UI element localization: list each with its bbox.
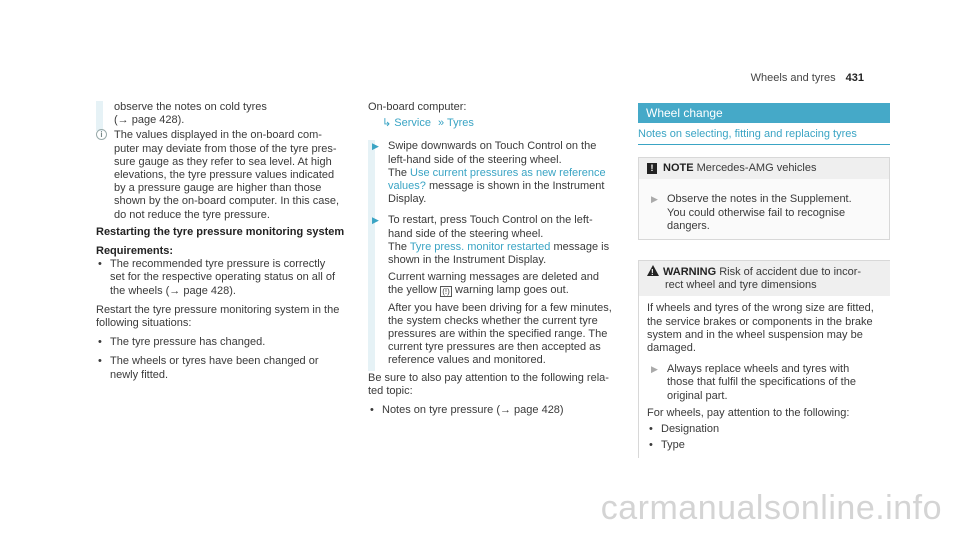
bullet-icon: • — [370, 404, 374, 417]
message-line: The Use current pressures as new reference — [388, 166, 606, 179]
text-line: rect wheel and tyre dimensions — [665, 279, 817, 292]
column-2 — [368, 101, 620, 417]
text-line: shown by the on-board computer. In this case, — [114, 195, 340, 208]
text-line: the system checks whether the current tyre — [388, 314, 598, 327]
text-line: by a pressure gauge are higher than those — [114, 182, 322, 195]
text-line: puter may deviate from those of the tyre pres- — [114, 142, 337, 155]
text-line: hand side of the steering wheel. — [388, 227, 544, 240]
menu-item-tyres[interactable]: Tyres — [447, 117, 474, 130]
related-topic-intro — [368, 372, 620, 398]
text-line: Designation — [661, 423, 720, 436]
text-line: reference values and monitored. — [388, 354, 546, 367]
note-header — [639, 158, 889, 179]
page-header — [751, 72, 864, 85]
bullet-icon: • — [98, 336, 102, 349]
menu-label: On-board computer: — [368, 101, 467, 113]
text-line: Always replace wheels and tyres with — [667, 363, 850, 376]
bullet-icon: • — [98, 355, 102, 368]
text-line: After you have been driving for a few minutes, — [388, 301, 612, 314]
text-line: Be sure to also pay attention to the following rela- — [368, 371, 609, 384]
section-heading: Restarting the tyre pressure monitoring system — [96, 225, 345, 238]
related-topic-item — [368, 404, 620, 417]
display-message: values? — [388, 180, 426, 193]
double-chevron-icon: » — [438, 117, 445, 130]
header-section: Wheels and tyres — [750, 72, 836, 84]
text-line: The values displayed in the on-board com- — [114, 129, 322, 142]
text-line: The tyre pressure has changed. — [110, 336, 266, 349]
step-arrow-icon: ▶ — [651, 364, 658, 375]
text-line: ted topic: — [368, 384, 413, 397]
text-line: damaged. — [647, 342, 696, 355]
text-line: Restart the tyre pressure monitoring system in the — [96, 303, 340, 316]
text-line: Type — [661, 439, 685, 452]
text-line: do not reduce the tyre pressure. — [114, 208, 270, 221]
text-line: The recommended tyre pressure is correctly — [110, 258, 326, 271]
list-item — [647, 439, 882, 452]
note-text: Mercedes-AMG vehicles — [696, 162, 817, 175]
page-link[interactable]: the wheels (→ page 428). — [110, 284, 236, 297]
column-3 — [638, 103, 890, 458]
note-icon: ! — [647, 163, 657, 174]
procedure-step-1 — [368, 140, 620, 206]
situation-item — [96, 355, 352, 381]
text-line: those that fulfil the specifications of the — [667, 376, 856, 389]
text-line: set for the respective operating status on all of — [110, 271, 336, 284]
text-line: For wheels, pay attention to the following: — [647, 406, 850, 419]
text-line: current tyre pressures are then accepted as — [388, 341, 601, 354]
text-line: the service brakes or components in the brake — [647, 315, 873, 328]
text-line: system and in the wheel suspension may be — [647, 328, 863, 341]
column-1 — [96, 101, 352, 382]
text-line: dangers. — [667, 219, 710, 232]
text-line: left-hand side of the steering wheel. — [388, 153, 562, 166]
restart-intro — [96, 304, 352, 330]
menu-item-service[interactable]: Service — [394, 117, 431, 130]
list-item — [647, 423, 882, 436]
subsection-title: Notes on selecting, fitting and replacing tyres — [638, 123, 890, 145]
text-line: You could otherwise fail to recognise — [667, 206, 846, 219]
page-link[interactable]: (→ page 428). — [114, 114, 185, 127]
bullet-icon: • — [649, 423, 653, 436]
note-body — [639, 179, 889, 239]
warning-label: WARNING — [663, 266, 717, 279]
text-line: pressures are within the specified range. The — [388, 328, 608, 341]
text-line: Display. — [388, 193, 427, 206]
text-line: If wheels and tyres of the wrong size are fitted, — [647, 302, 874, 315]
page-link[interactable]: Notes on tyre pressure (→ page 428) — [382, 404, 564, 417]
text-line: Swipe downwards on Touch Control on the — [388, 140, 597, 153]
tyre-pressure-warning-lamp-icon: (!) — [440, 286, 452, 297]
note-box — [638, 157, 890, 240]
text-line: shown in the Instrument Display. — [388, 254, 547, 267]
note-step — [647, 193, 881, 233]
info-note — [96, 129, 352, 221]
text-line: Risk of accident due to incor- — [719, 266, 862, 279]
display-message: Use current pressures as new reference — [410, 166, 606, 179]
cold-tyres-ref — [96, 101, 352, 127]
requirement-item — [96, 258, 352, 298]
step-arrow-icon: ▶ — [372, 141, 379, 152]
bullet-icon: • — [98, 258, 102, 271]
step-arrow-icon: ▶ — [651, 194, 658, 205]
note-label: NOTE — [663, 162, 694, 175]
warning-body — [639, 296, 890, 458]
message-line: values? message is shown in the Instrument — [388, 180, 605, 193]
message-line: The Tyre press. monitor restarted message is — [388, 240, 610, 253]
text-line: observe the notes on cold tyres — [114, 101, 267, 113]
text-line: following situations: — [96, 317, 192, 330]
display-message: Tyre press. monitor restarted — [409, 240, 551, 253]
requirements-label: Requirements: — [96, 245, 174, 258]
section-title-bar: Wheel change — [638, 103, 890, 123]
procedure-step-2 — [368, 214, 620, 367]
warning-header — [639, 261, 890, 296]
bullet-icon: • — [649, 439, 653, 452]
warning-lamp-line: the yellow (!) warning lamp goes out. — [388, 284, 569, 297]
menu-arrow-icon: ↳ — [382, 117, 392, 130]
text-line: newly fitted. — [110, 368, 169, 381]
menu-path — [368, 117, 620, 130]
info-icon: i — [96, 129, 107, 140]
text-line: Current warning messages are deleted and — [388, 271, 599, 284]
warning-step — [647, 363, 882, 403]
warning-box — [638, 260, 890, 458]
text-line: original part. — [667, 389, 728, 402]
text-line: To restart, press Touch Control on the left- — [388, 214, 593, 227]
watermark: carmanualsonline.info — [600, 489, 942, 527]
step-arrow-icon: ▶ — [372, 215, 379, 226]
text-line: sure gauge as they refer to sea level. At high — [114, 155, 332, 168]
page-number: 431 — [845, 72, 864, 84]
text-line: The wheels or tyres have been changed or — [110, 355, 319, 368]
text-line: elevations, the tyre pressure values indicated — [114, 169, 335, 182]
situation-item — [96, 336, 352, 349]
warning-triangle-icon — [647, 265, 659, 276]
text-line: Observe the notes in the Supplement. — [667, 193, 852, 206]
